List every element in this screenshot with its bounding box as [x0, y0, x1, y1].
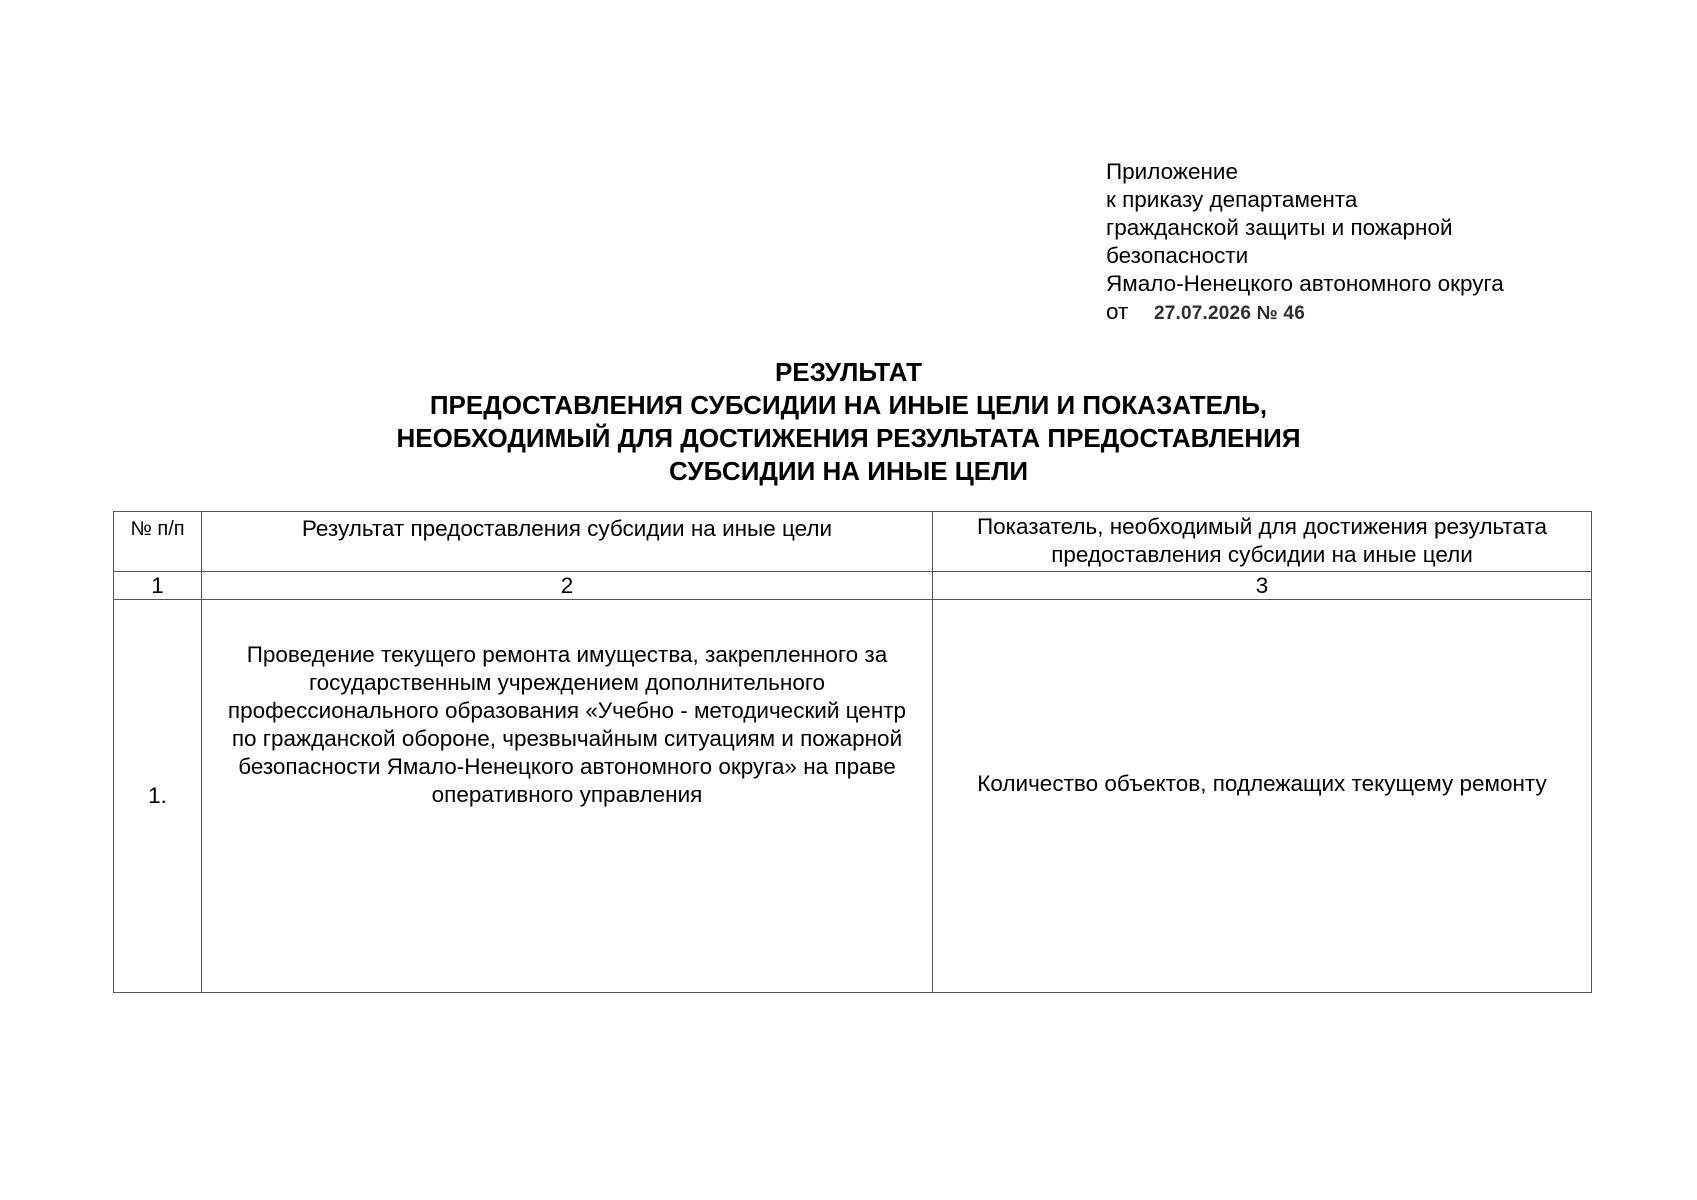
title-line: РЕЗУЛЬТАТ [774, 357, 923, 387]
annex-date-prefix: от [1106, 299, 1129, 324]
header-indicator: Показатель, необходимый для достижения результата предоставления субсидии на иные цели [933, 512, 1592, 572]
table-row [114, 600, 1592, 993]
title-line: НЕОБХОДИМЫЙ ДЛЯ ДОСТИЖЕНИЯ РЕЗУЛЬТАТА ПРЕДОСТАВЛЕНИЯ [396, 423, 1301, 453]
row-result: Проведение текущего ремонта имущества, закрепленного за государственным учреждением дополнительного профессионального образования «Учебно - методический центр по гражданской обороне, чрезвычайным ситуациям и пожарной безопасности Ямало-Ненецкого автономного округа» на праве оперативного управления [227, 642, 907, 807]
annex-date-number: 27.07.2026 № 46 [1154, 303, 1305, 324]
row-result-cell [202, 600, 933, 993]
header-number: № п/п [114, 512, 202, 572]
column-number: 1 [114, 572, 202, 600]
row-number: 1. [114, 600, 202, 993]
results-table [113, 511, 1592, 993]
document-title [0, 356, 1697, 488]
title-line: СУБСИДИИ НА ИНЫЕ ЦЕЛИ [668, 456, 1029, 486]
row-indicator: Количество объектов, подлежащих текущему ремонту [933, 600, 1592, 993]
column-number: 2 [202, 572, 933, 600]
title-line: ПРЕДОСТАВЛЕНИЯ СУБСИДИИ НА ИНЫЕ ЦЕЛИ И ПОКАЗАТЕЛЬ, [429, 390, 1268, 420]
annex-line: к приказу департамента [1106, 187, 1358, 212]
column-numbers-row [114, 572, 1592, 600]
annex-date-row [1106, 298, 1666, 328]
annex-line: Приложение [1106, 159, 1238, 184]
header-result: Результат предоставления субсидии на иные цели [202, 512, 933, 572]
column-number: 3 [933, 572, 1592, 600]
annex-line: безопасности [1106, 243, 1249, 268]
annex-line: Ямало-Ненецкого автономного округа [1106, 271, 1504, 296]
annex-block [1106, 158, 1666, 328]
annex-line: гражданской защиты и пожарной [1106, 215, 1453, 240]
table-header-row [114, 512, 1592, 572]
